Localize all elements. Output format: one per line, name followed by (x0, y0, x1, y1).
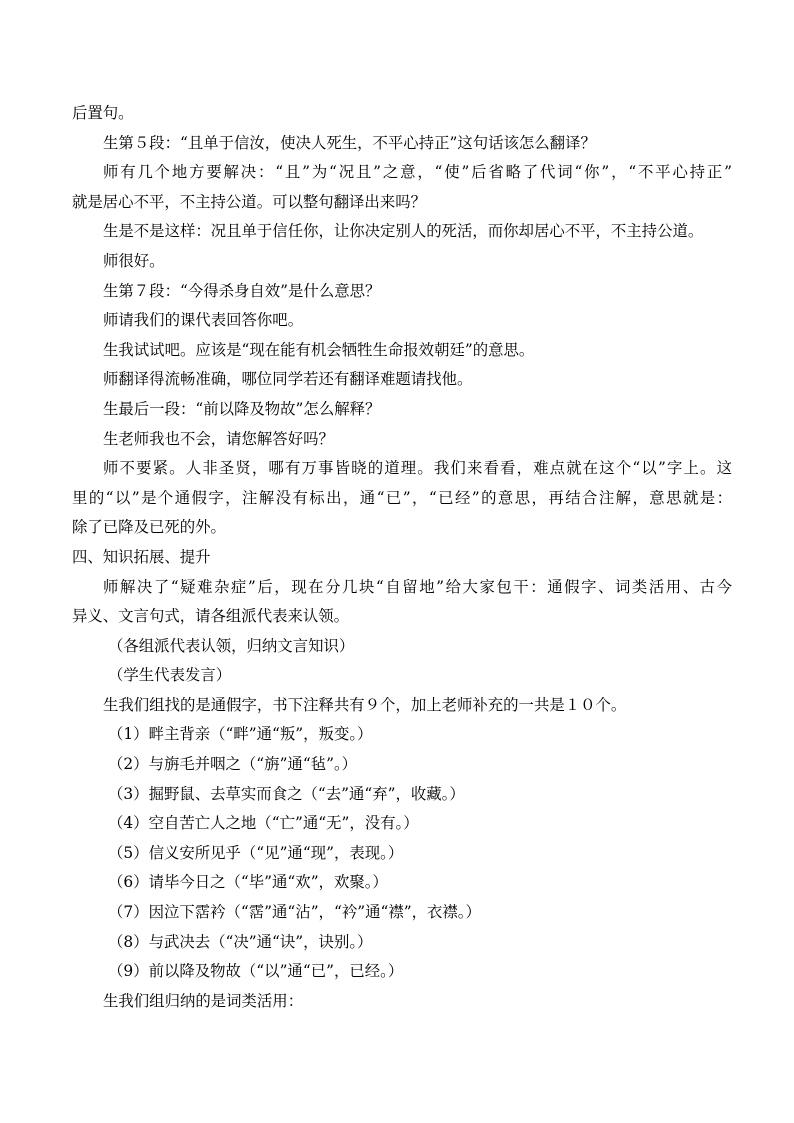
text-line: 后置句。 (72, 104, 134, 122)
list-item: （6）请毕今日之（“毕”通“欢”，欢聚。） (108, 873, 388, 892)
list-item: （8）与武决去（“决”通“诀”，诀别。） (108, 932, 373, 951)
list-item: （1）畔主背亲（“畔”通“叛”，叛变。） (108, 725, 373, 744)
dialog-line: 师请我们的课代表回答你吧。 (103, 311, 304, 330)
dialog-line: 生第５段：“且单于信汝，使决人死生，不平心持正”这句话该怎么翻译？ (103, 133, 596, 152)
document-body (72, 99, 732, 1016)
dialog-line: 师不要紧。人非圣贤，哪有万事皆晓的道理。我们来看看，难点就在这个“以”字上。这 (103, 459, 732, 478)
paragraph (72, 158, 732, 217)
list-item: （5）信义安所见乎（“见”通“现”，表现。） (108, 843, 404, 862)
list-item: （4）空自苦亡人之地（“亡”通“无”，没有。） (108, 814, 419, 833)
stage-direction: （学生代表发言） (108, 666, 232, 685)
text-line: 里的“以”是个通假字，注解没有标出，通“已”，“已经”的意思，再结合注解，意思就是： (72, 488, 732, 507)
paragraph (72, 573, 732, 632)
dialog-line: 生我试试吧。应该是“现在能有机会牺牲生命报效朝廷”的意思。 (103, 340, 535, 359)
list-item: （2）与旃毛并咽之（“旃”通“毡”。） (108, 755, 358, 774)
dialog-line: 师解决了“疑难杂症”后，现在分几块“自留地”给大家包干：通假字、词类活用、古今 (103, 577, 732, 596)
stage-direction: （各组派代表认领，归纳文言知识） (108, 636, 355, 655)
paragraph (72, 454, 732, 543)
text-line: 除了已降及已死的外。 (72, 518, 226, 537)
dialog-line: 师很好。 (103, 251, 165, 270)
dialog-line: 师有几个地方要解决：“且”为“况且”之意，“使”后省略了代词“你”，“不平心持正” (103, 163, 732, 182)
list-item: （9）前以降及物故（“以”通“已”，已经。） (108, 962, 404, 981)
text-line: 就是居心不平，不主持公道。可以整句翻译出来吗？ (72, 192, 426, 211)
dialog-line: 生我们组找的是通假字，书下注释共有９个，加上老师补充的一共是１０个。 (103, 695, 627, 714)
dialog-line: 生最后一段：“前以降及物故”怎么解释？ (103, 399, 381, 418)
dialog-line: 生我们组归纳的是词类活用： (103, 991, 304, 1010)
dialog-line: 生是不是这样：况且单于信任你，让你决定别人的死活，而你却居心不平，不主持公道。 (103, 222, 704, 241)
section-heading: 四、知识拓展、提升 (72, 547, 211, 566)
list-item: （7）因泣下霑衿（“霑”通“沾”，“衿”通“襟”，衣襟。） (108, 903, 481, 922)
text-line: 异义、文言句式，请各组派代表来认领。 (72, 607, 350, 626)
dialog-line: 师翻译得流畅准确，哪位同学若还有翻译难题请找他。 (103, 370, 473, 389)
list-item: （3）掘野鼠、去草实而食之（“去”通“弃”，收藏。） (108, 784, 465, 803)
dialog-line: 生老师我也不会，请您解答好吗？ (103, 429, 334, 448)
dialog-line: 生第７段：“今得杀身自效”是什么意思？ (103, 281, 381, 300)
